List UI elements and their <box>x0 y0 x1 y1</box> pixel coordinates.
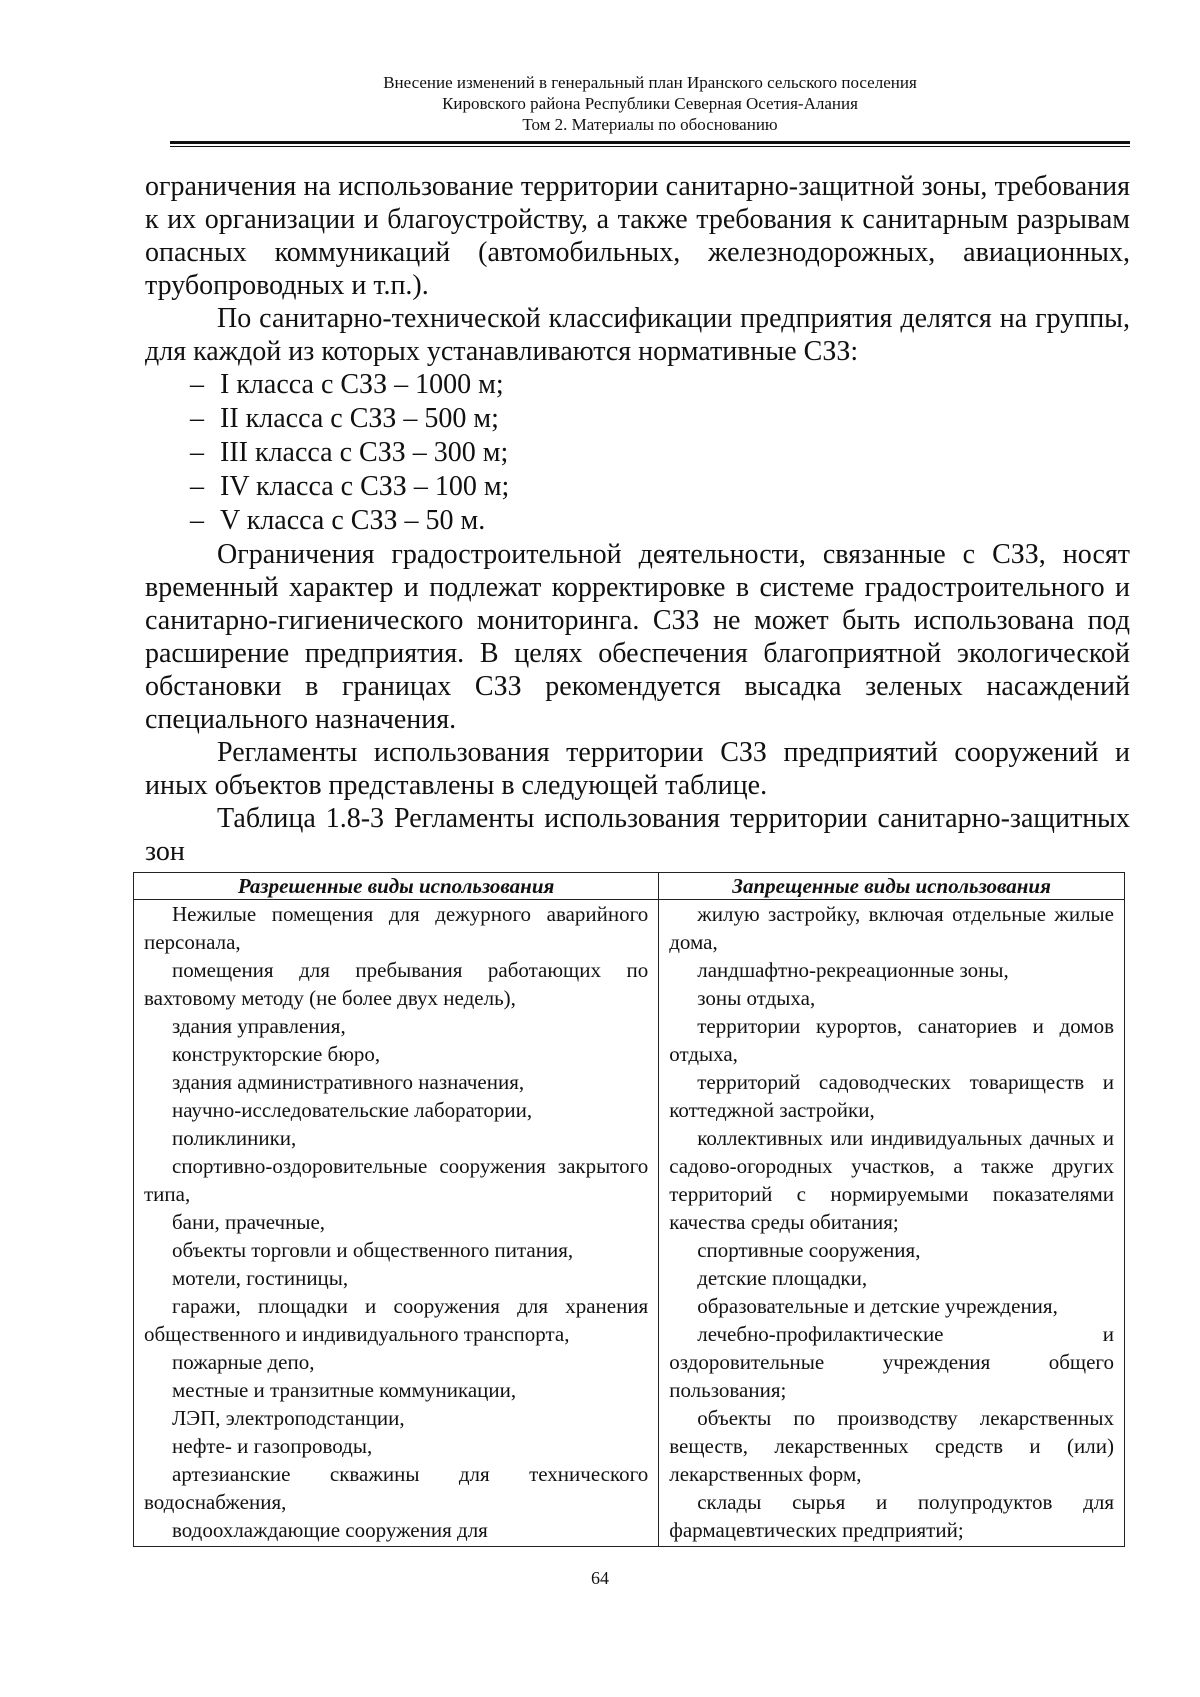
dash-marker: – <box>190 403 204 434</box>
table-header-row <box>134 873 1125 900</box>
permitted-item: помещения для пребывания работающих по вахтовому методу (не более двух недель), <box>144 958 649 1010</box>
dash-marker: – <box>190 437 204 468</box>
table-caption: Таблица 1.8-3 Регламенты использования территории санитарно-защитных зон <box>145 803 1130 867</box>
list-item: – V класса с СЗЗ – 50 м. <box>190 505 486 536</box>
prohibited-item: лечебно-профилактические и оздоровительные учреждения общего пользования; <box>669 1322 1114 1402</box>
prohibited-item: образовательные и детские учреждения, <box>697 1294 1058 1318</box>
prohibited-cell <box>659 900 1125 1547</box>
prohibited-item: ландшафтно-рекреационные зоны, <box>697 958 1009 982</box>
permitted-item: гаражи, площадки и сооружения для хранения общественного и индивидуального транспорта, <box>144 1294 649 1346</box>
document-body <box>145 170 1130 1547</box>
dash-marker: – <box>190 369 204 400</box>
prohibited-item: жилую застройку, включая отдельные жилые дома, <box>669 902 1114 954</box>
paragraph-4: Регламенты использования территории СЗЗ предприятий сооружений и иных объектов представлены в следующей таблице. <box>145 737 1130 801</box>
prohibited-item: территории курортов, санаториев и домов отдыха, <box>669 1014 1114 1066</box>
permitted-header: Разрешенные виды использования <box>134 873 659 900</box>
permitted-item: объекты торговли и общественного питания, <box>172 1238 574 1262</box>
list-item: – II класса с СЗЗ – 500 м; <box>190 403 499 434</box>
permitted-item: нефте- и газопроводы, <box>172 1434 373 1458</box>
prohibited-header: Запрещенные виды использования <box>659 873 1125 900</box>
regulations-table <box>133 872 1125 1547</box>
permitted-item: пожарные депо, <box>172 1350 315 1374</box>
permitted-item: здания управления, <box>172 1014 346 1038</box>
permitted-item: научно-исследовательские лаборатории, <box>172 1098 533 1122</box>
paragraph-3: Ограничения градостроительной деятельности, связанные с СЗЗ, носят временный характер и подлежат корректировке в системе градостроительного и санитарно-гигиенического мониторинга. СЗЗ не может быть использована под расширение предприятия. В целях обеспечения благоприятной экологической обстановки в границах СЗЗ рекомендуется высадка зеленых насаждений специального назначения. <box>145 539 1130 735</box>
prohibited-item: спортивные сооружения, <box>697 1238 921 1262</box>
table-row <box>134 900 1125 1547</box>
list-item: – IV класса с СЗЗ – 100 м; <box>190 471 510 502</box>
header-line-3: Том 2. Материалы по обоснованию <box>522 115 778 134</box>
permitted-item: бани, прачечные, <box>172 1210 326 1234</box>
permitted-item: артезианские скважины для технического водоснабжения, <box>144 1462 649 1514</box>
paragraph-2: По санитарно-технической классификации предприятия делятся на группы, для каждой из которых устанавливаются нормативные СЗЗ: <box>145 303 1130 367</box>
permitted-item: здания административного назначения, <box>172 1070 525 1094</box>
permitted-item: местные и транзитные коммуникации, <box>172 1378 517 1402</box>
page-number: 64 <box>591 1568 609 1588</box>
dash-marker: – <box>190 471 204 502</box>
permitted-item: водоохлаждающие сооружения для <box>172 1518 488 1542</box>
header-line-2: Кировского района Республики Северная Осетия-Алания <box>442 94 858 113</box>
list-item: – III класса с СЗЗ – 300 м; <box>190 437 509 468</box>
list-item: – I класса с СЗЗ – 1000 м; <box>190 369 504 400</box>
permitted-item: конструкторские бюро, <box>172 1042 381 1066</box>
dash-marker: – <box>190 505 204 536</box>
prohibited-item: склады сырья и полупродуктов для фармацевтических предприятий; <box>669 1490 1114 1542</box>
sanitary-class-list <box>145 368 1130 538</box>
permitted-cell <box>134 900 659 1547</box>
permitted-item: спортивно-оздоровительные сооружения закрытого типа, <box>144 1154 649 1206</box>
header-divider-thin <box>170 146 1130 147</box>
permitted-item: ЛЭП, электроподстанции, <box>172 1406 405 1430</box>
prohibited-item: коллективных или индивидуальных дачных и садово-огородных участков, а также других территорий с нормируемыми показателями качества среды обитания; <box>669 1126 1114 1234</box>
document-header <box>170 72 1130 135</box>
prohibited-item: детские площадки, <box>697 1266 868 1290</box>
header-line-1: Внесение изменений в генеральный план Иранского сельского поселения <box>383 73 917 92</box>
permitted-item: поликлиники, <box>172 1126 297 1150</box>
paragraph-1: ограничения на использование территории санитарно-защитной зоны, требования к их организации и благоустройству, а также требования к санитарным разрывам опасных коммуникаций (автомобильных, железнодорожных, авиационных, трубопроводных и т.п.). <box>145 171 1130 301</box>
permitted-item: Нежилые помещения для дежурного аварийного персонала, <box>144 902 649 954</box>
permitted-item: мотели, гостиницы, <box>172 1266 349 1290</box>
header-divider <box>170 141 1130 144</box>
prohibited-item: объекты по производству лекарственных веществ, лекарственных средств и (или) лекарственных форм, <box>669 1406 1114 1486</box>
prohibited-item: территорий садоводческих товариществ и коттеджной застройки, <box>669 1070 1114 1122</box>
prohibited-item: зоны отдыха, <box>697 986 816 1010</box>
